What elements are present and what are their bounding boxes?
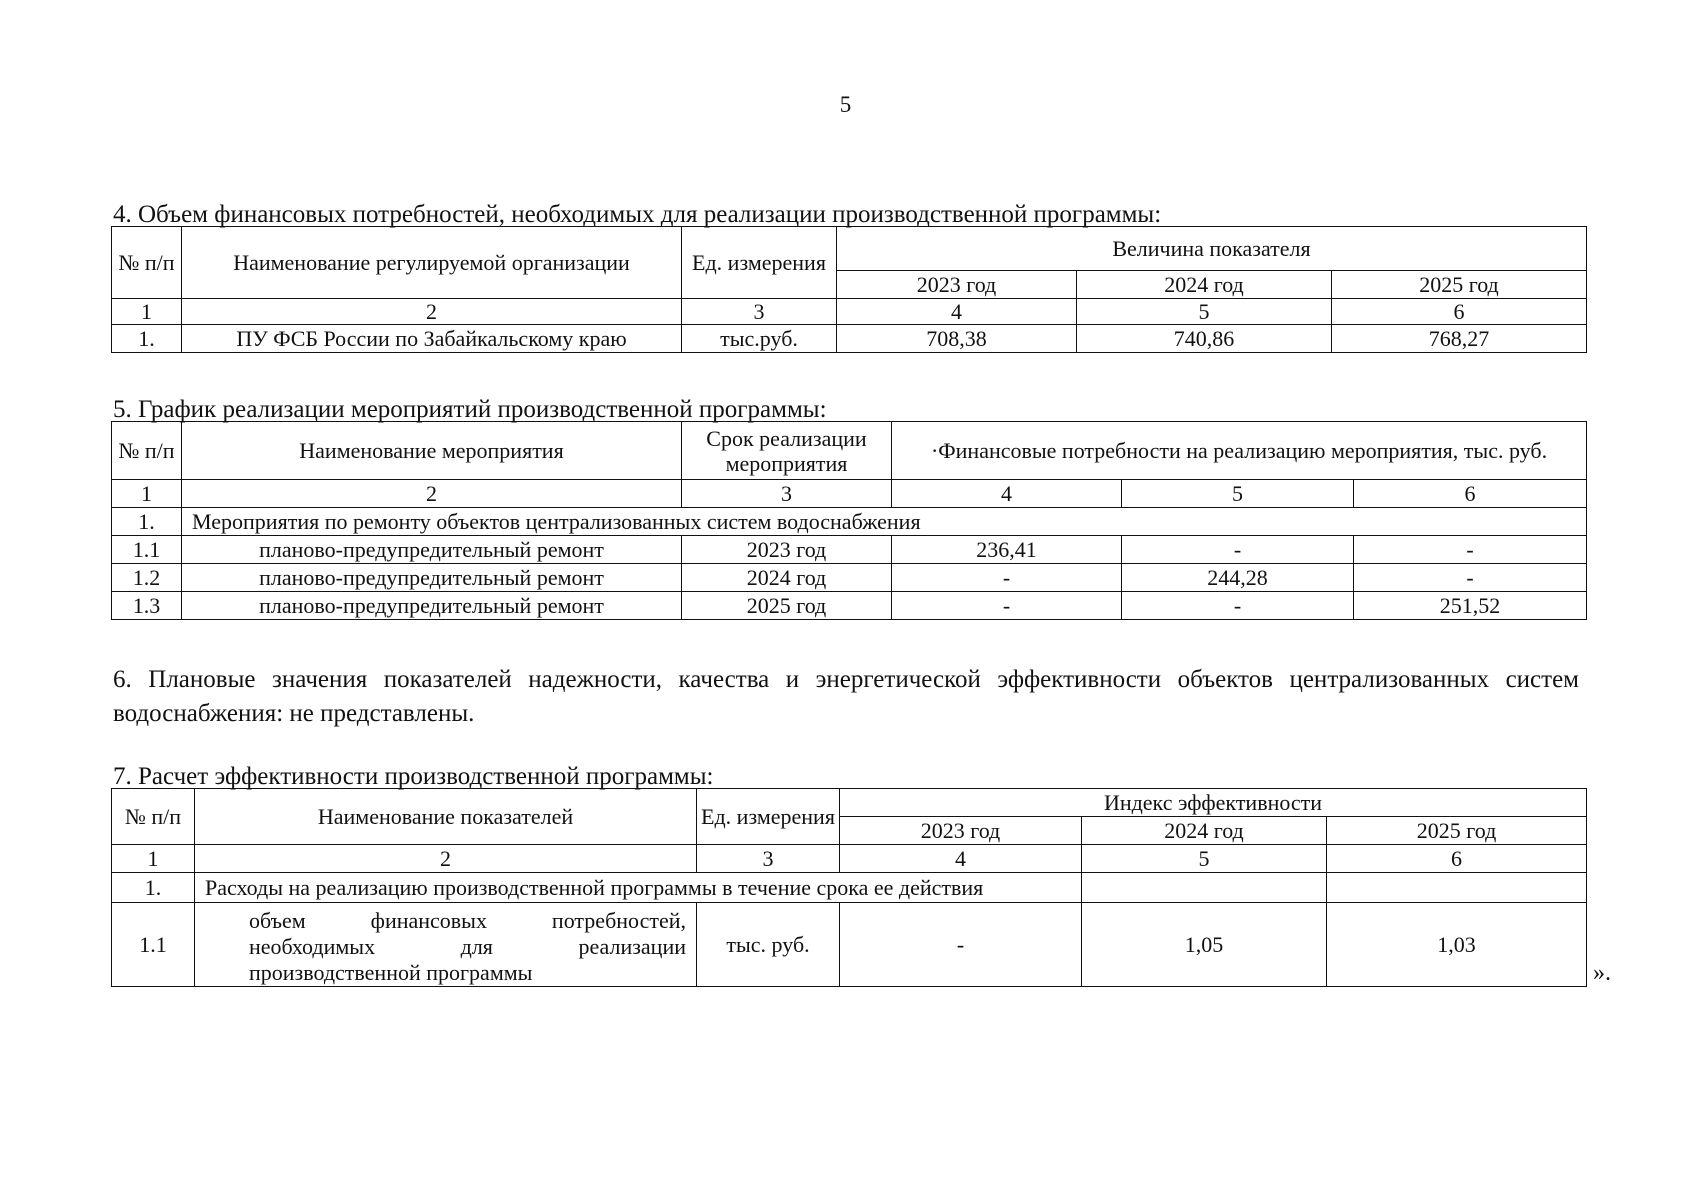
empty-cell: [1082, 873, 1327, 903]
row-num: 1.2: [112, 564, 182, 592]
col-number: 1: [112, 299, 182, 325]
s4-header-unit: Ед. измерения: [682, 227, 837, 299]
col-number: 2: [182, 480, 682, 508]
activity-name: планово-предупредительный ремонт: [182, 564, 682, 592]
group-row: [112, 508, 1587, 536]
finance-col4: -: [892, 564, 1122, 592]
finance-col6: -: [1354, 536, 1587, 564]
s5-header-finance: ·Финансовые потребности на реализацию мероприятия, тыс. руб.: [892, 422, 1587, 480]
finance-col6: 251,52: [1354, 592, 1587, 620]
section5-table: [111, 421, 1587, 620]
s4-header-name: Наименование регулируемой организации: [182, 227, 682, 299]
col-number: 1: [112, 480, 182, 508]
finance-col5: 244,28: [1122, 564, 1354, 592]
s7-header-unit: Ед. измерения: [697, 789, 840, 845]
s5-header-name: Наименование мероприятия: [182, 422, 682, 480]
col-number: 6: [1327, 845, 1587, 873]
finance-col5: -: [1122, 536, 1354, 564]
s4-header-year-2023: 2023 год: [837, 271, 1077, 299]
group-title: Мероприятия по ремонту объектов централизованных систем водоснабжения: [182, 508, 1587, 536]
s4-header-year-2024: 2024 год: [1077, 271, 1332, 299]
organization-name: ПУ ФСБ России по Забайкальскому краю: [182, 325, 682, 353]
section4-heading: 4. Объем финансовых потребностей, необходимых для реализации производственной программы:: [113, 201, 1162, 228]
value-2025: 768,27: [1332, 325, 1587, 353]
s7-header-year-2023: 2023 год: [840, 817, 1082, 845]
col-number: 4: [892, 480, 1122, 508]
indicator-name: объем финансовых потребностей, необходимых для реализации производственной программы: [195, 903, 697, 987]
term: 2024 год: [682, 564, 892, 592]
group-num: 1.: [112, 873, 195, 903]
s4-header-value: Величина показателя: [837, 227, 1587, 271]
closing-quote-mark: ».: [1593, 960, 1611, 986]
col-number: 1: [112, 845, 195, 873]
s7-header-name: Наименование показателей: [195, 789, 697, 845]
s4-header-year-2025: 2025 год: [1332, 271, 1587, 299]
s7-header-year-2025: 2025 год: [1327, 817, 1587, 845]
s5-header-term: Срок реализации мероприятия: [682, 422, 892, 480]
section4-table: [111, 226, 1587, 353]
s7-header-num: № п/п: [112, 789, 195, 845]
page-number: 5: [839, 92, 852, 117]
unit: тыс. руб.: [697, 903, 840, 987]
col-number: 2: [195, 845, 697, 873]
table-row: [112, 536, 1587, 564]
table-row: [112, 592, 1587, 620]
value-2023: 708,38: [837, 325, 1077, 353]
col-number: 4: [837, 299, 1077, 325]
finance-col4: -: [892, 592, 1122, 620]
col-number: 3: [697, 845, 840, 873]
col-number: 3: [682, 299, 837, 325]
index-2023: -: [840, 903, 1082, 987]
table-row: [112, 564, 1587, 592]
s7-header-index: Индекс эффективности: [840, 789, 1587, 817]
col-number: 5: [1122, 480, 1354, 508]
col-number: 5: [1082, 845, 1327, 873]
finance-col4: 236,41: [892, 536, 1122, 564]
col-number: 3: [682, 480, 892, 508]
s5-header-num: № п/п: [112, 422, 182, 480]
s7-header-year-2024: 2024 год: [1082, 817, 1327, 845]
section5-heading: 5. График реализации мероприятий производственной программы:: [113, 396, 827, 423]
row-num: 1.: [112, 325, 182, 353]
term: 2025 год: [682, 592, 892, 620]
section7-table: [111, 788, 1587, 987]
finance-col5: -: [1122, 592, 1354, 620]
term: 2023 год: [682, 536, 892, 564]
table-row: [112, 325, 1587, 353]
col-number: 6: [1354, 480, 1587, 508]
s4-column-numbers-row: [112, 299, 1587, 325]
s4-header-num: № п/п: [112, 227, 182, 299]
col-number: 6: [1332, 299, 1587, 325]
row-num: 1.1: [112, 903, 195, 987]
activity-name: планово-предупредительный ремонт: [182, 592, 682, 620]
section6-paragraph: 6. Плановые значения показателей надежности, качества и энергетической эффективности объектов централизованных систем водоснабжения: не представлены.: [113, 666, 1579, 727]
col-number: 4: [840, 845, 1082, 873]
s7-column-numbers-row: [112, 845, 1587, 873]
col-number: 5: [1077, 299, 1332, 325]
group-num: 1.: [112, 508, 182, 536]
col-number: 2: [182, 299, 682, 325]
index-2024: 1,05: [1082, 903, 1327, 987]
finance-col6: -: [1354, 564, 1587, 592]
group-row: [112, 873, 1587, 903]
row-num: 1.3: [112, 592, 182, 620]
empty-cell: [1327, 873, 1587, 903]
row-num: 1.1: [112, 536, 182, 564]
value-2024: 740,86: [1077, 325, 1332, 353]
index-2025: 1,03: [1327, 903, 1587, 987]
activity-name: планово-предупредительный ремонт: [182, 536, 682, 564]
unit: тыс.руб.: [682, 325, 837, 353]
section7-heading: 7. Расчет эффективности производственной программы:: [113, 763, 714, 790]
group-title: Расходы на реализацию производственной программы в течение срока ее действия: [195, 873, 1082, 903]
s5-column-numbers-row: [112, 480, 1587, 508]
table-row: [112, 903, 1587, 987]
